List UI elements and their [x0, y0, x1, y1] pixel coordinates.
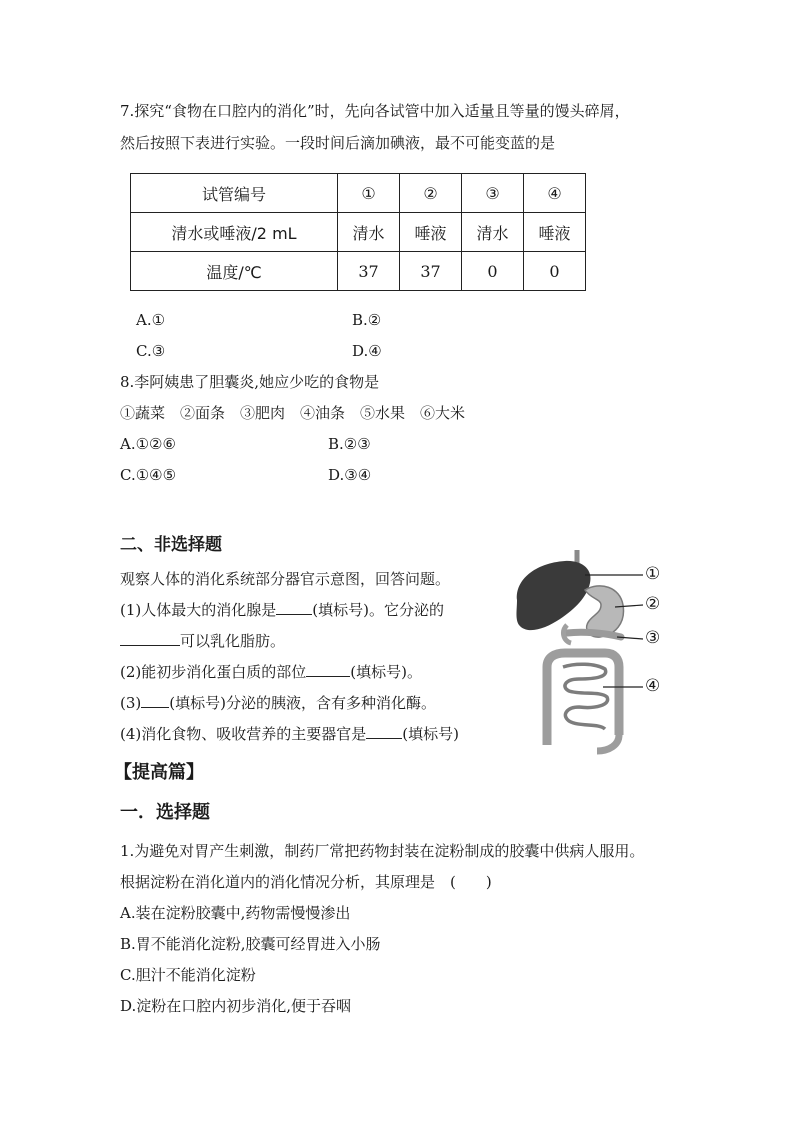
section2-q4: [120, 724, 459, 744]
small-intestine-shape: [563, 664, 608, 729]
advanced-title: 【提高篇】: [114, 762, 204, 783]
table-cell: ①: [338, 174, 400, 213]
q7-stem-line1: 7.探究“食物在口腔内的消化”时，先向各试管中加入适量且等量的馒头碎屑，: [120, 102, 630, 120]
table-cell: ②: [400, 174, 462, 213]
table-row: [131, 252, 586, 291]
q2-text-b: (填标号)。: [350, 663, 422, 681]
section2-q3: [120, 693, 436, 713]
answer-blank[interactable]: [120, 631, 180, 646]
q4-text-b: (填标号): [402, 725, 459, 743]
table-row-label: 温度/℃: [131, 252, 338, 291]
q1-text-a: (1)人体最大的消化腺是: [120, 601, 277, 619]
table-cell: 37: [400, 252, 462, 291]
q8-option-a: A.①②⑥: [120, 435, 176, 453]
table-cell: ④: [524, 174, 586, 213]
table-row: [131, 213, 586, 252]
q7-option-c: C.③: [136, 342, 166, 360]
q8-stem: 8.李阿姨患了胆囊炎,她应少吃的食物是: [120, 373, 380, 391]
adv-q1-line1: 1.为避免对胃产生刺激，制药厂常把药物封装在淀粉制成的胶囊中供病人服用。: [120, 842, 645, 860]
q7-stem-line2: 然后按照下表进行实验。一段时间后滴加碘液，最不可能变蓝的是: [120, 134, 556, 152]
answer-blank[interactable]: [141, 693, 169, 708]
adv-q1-option-a: A.装在淀粉胶囊中,药物需慢慢渗出: [120, 904, 351, 922]
rectum-shape: [597, 735, 619, 751]
figure-label-1: ①: [645, 564, 661, 584]
answer-blank[interactable]: [306, 662, 350, 677]
q4-text-a: (4)消化食物、吸收营养的主要器官是: [120, 725, 367, 743]
table-row: [131, 174, 586, 213]
table-cell: 清水: [462, 213, 524, 252]
experiment-table: [130, 173, 586, 291]
digestive-system-figure: [505, 545, 685, 755]
q8-option-c: C.①④⑤: [120, 466, 177, 484]
table-cell: 唾液: [524, 213, 586, 252]
figure-label-2: ②: [645, 594, 661, 614]
answer-blank[interactable]: [276, 600, 312, 615]
table-cell: ③: [462, 174, 524, 213]
q3-text-a: (3): [120, 694, 142, 712]
table-cell: 0: [524, 252, 586, 291]
q8-option-d: D.③④: [328, 466, 372, 484]
section-title: 二、非选择题: [120, 535, 222, 555]
q7-option-d: D.④: [352, 342, 382, 360]
q7-option-a: A.①: [136, 311, 166, 329]
advanced-section-title: 一．选择题: [120, 802, 210, 823]
table-row-label: 试管编号: [131, 174, 338, 213]
answer-blank[interactable]: [366, 724, 402, 739]
section2-intro: 观察人体的消化系统部分器官示意图，回答问题。: [120, 570, 451, 588]
adv-q1-option-c: C.胆汁不能消化淀粉: [120, 966, 256, 984]
q1-text-c: 可以乳化脂肪。: [180, 632, 286, 650]
q2-text-a: (2)能初步消化蛋白质的部位: [120, 663, 307, 681]
adv-q1-line2: 根据淀粉在消化道内的消化情况分析，其原理是 ( ): [120, 873, 492, 891]
section2-q1-line2: [120, 631, 285, 651]
table-cell: 0: [462, 252, 524, 291]
q8-option-b: B.②③: [328, 435, 371, 453]
liver-shape: [517, 561, 591, 630]
table-cell: 37: [338, 252, 400, 291]
figure-label-3: ③: [645, 628, 661, 648]
section2-q1-line1: [120, 600, 444, 620]
q1-text-b: (填标号)。它分泌的: [312, 601, 444, 619]
q7-option-b: B.②: [352, 311, 382, 329]
table-cell: 唾液: [400, 213, 462, 252]
q3-text-b: (填标号)分泌的胰液，含有多种消化酶。: [169, 694, 436, 712]
q8-items: ①蔬菜 ②面条 ③肥肉 ④油条 ⑤水果 ⑥大米: [120, 404, 466, 422]
table-row-label: 清水或唾液/2 mL: [131, 213, 338, 252]
figure-label-4: ④: [645, 676, 661, 696]
adv-q1-option-d: D.淀粉在口腔内初步消化,便于吞咽: [120, 997, 352, 1015]
adv-q1-option-b: B.胃不能消化淀粉,胶囊可经胃进入小肠: [120, 935, 381, 953]
table-cell: 清水: [338, 213, 400, 252]
section2-q2: [120, 662, 422, 682]
